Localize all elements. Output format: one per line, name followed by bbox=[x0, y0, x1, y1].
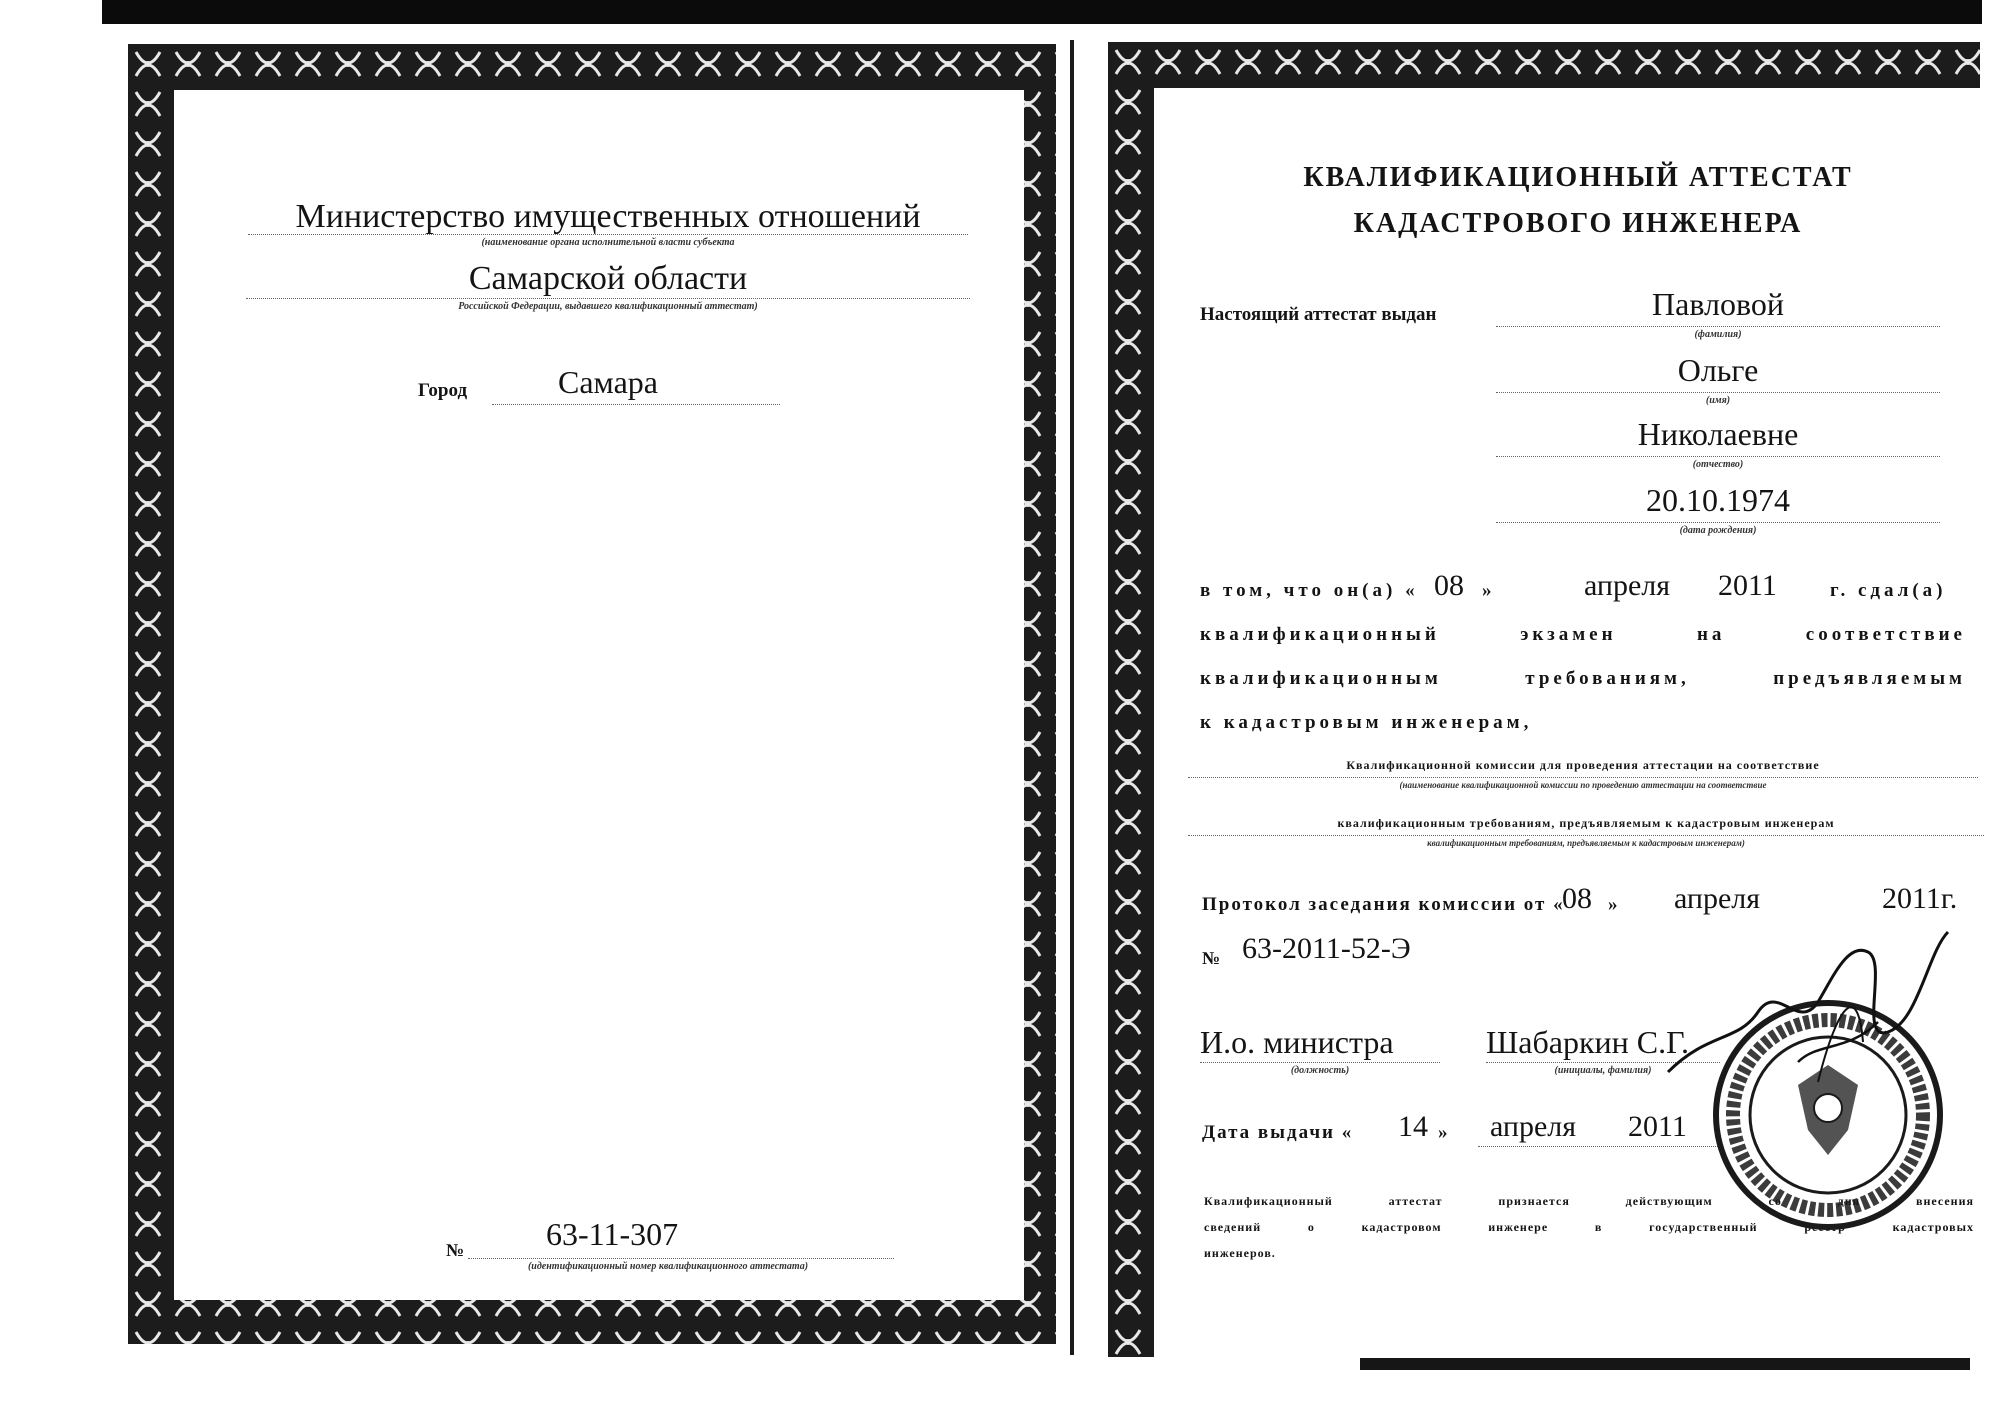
holder-surname: Павловой bbox=[1652, 286, 1784, 322]
position-underline bbox=[1200, 1062, 1440, 1063]
scan-top-edge bbox=[102, 0, 1982, 24]
protocol-year: 2011г. bbox=[1882, 882, 1958, 915]
exam-year: 2011 bbox=[1718, 569, 1777, 602]
city-value: Самара bbox=[558, 364, 658, 400]
right-page bbox=[1108, 42, 1980, 1357]
surname-caption: (фамилия) bbox=[1694, 329, 1742, 340]
signatory-name: Шабаркин С.Г. bbox=[1486, 1024, 1689, 1060]
certificate-number-caption: (идентификационный номер квалификационного аттестата) bbox=[527, 1261, 809, 1272]
exam-line-3: квалификационным требованиям, предъявляемым bbox=[1200, 668, 1966, 689]
scan-bottom-edge bbox=[1360, 1358, 1970, 1370]
patronymic-caption: (отчество) bbox=[1692, 459, 1744, 470]
birth-date-underline bbox=[1496, 522, 1940, 523]
protocol-day: 08 bbox=[1562, 882, 1592, 915]
commission-line-1: Квалификационной комиссии для проведения аттестации на соответствие bbox=[1346, 758, 1820, 772]
issued-to-label: Настоящий аттестат выдан bbox=[1200, 304, 1437, 325]
position-caption: (должность) bbox=[1290, 1065, 1350, 1076]
validity-line-2: сведений о кадастровом инженере в государственный реестр кадастровых bbox=[1204, 1220, 1974, 1234]
surname-underline bbox=[1496, 326, 1940, 327]
issue-date-prefix: Дата выдачи « bbox=[1202, 1122, 1354, 1143]
ministry-underline-2 bbox=[246, 298, 970, 299]
signatory-caption: (инициалы, фамилия) bbox=[1554, 1065, 1652, 1076]
exam-day: 08 bbox=[1434, 569, 1464, 602]
protocol-number: 63-2011-52-Э bbox=[1242, 932, 1411, 965]
name-caption: (имя) bbox=[1705, 395, 1731, 406]
certificate-title-line2: КАДАСТРОВОГО ИНЖЕНЕРА bbox=[1353, 208, 1803, 239]
validity-line-3: инженеров. bbox=[1204, 1246, 1276, 1260]
commission-caption-2: квалификационным требованиям, предъявляемым к кадастровым инженерам) bbox=[1427, 838, 1745, 848]
holder-patronymic: Николаевне bbox=[1637, 416, 1799, 452]
ministry-name-line1: Министерство имущественных отношений bbox=[295, 198, 921, 235]
left-page bbox=[128, 44, 1056, 1344]
commission-line-2: квалификационным требованиям, предъявляемым к кадастровым инженерам bbox=[1337, 816, 1835, 830]
federation-caption: Российской Федерации, выдавшего квалификационный аттестат) bbox=[458, 301, 758, 312]
city-underline bbox=[492, 404, 780, 405]
issue-day-close: » bbox=[1438, 1122, 1448, 1143]
name-underline bbox=[1496, 392, 1940, 393]
exam-suffix: г. сдал(а) bbox=[1830, 580, 1947, 601]
ministry-name-line2: Самарской области bbox=[468, 260, 748, 297]
exam-line-4: к кадастровым инженерам, bbox=[1200, 712, 1533, 733]
commission-underline-2 bbox=[1188, 835, 1984, 836]
certificate-title-line1: КВАЛИФИКАЦИОННЫЙ АТТЕСТАТ bbox=[1303, 162, 1853, 193]
protocol-prefix: Протокол заседания комиссии от « bbox=[1202, 894, 1565, 915]
issue-month: апреля bbox=[1490, 1110, 1577, 1143]
patronymic-underline bbox=[1496, 456, 1940, 457]
holder-birth-date: 20.10.1974 bbox=[1646, 482, 1790, 518]
exam-line-2: квалификационный экзамен на соответствие bbox=[1200, 624, 1966, 645]
authority-caption: (наименование органа исполнительной власти субъекта bbox=[481, 237, 735, 248]
city-label: Город bbox=[418, 380, 468, 401]
protocol-number-label: № bbox=[1202, 948, 1221, 968]
issue-year: 2011 bbox=[1628, 1110, 1687, 1143]
holder-name: Ольге bbox=[1677, 352, 1759, 388]
ministry-underline-1 bbox=[248, 234, 968, 235]
spine-line bbox=[1070, 40, 1074, 1355]
exam-month: апреля bbox=[1584, 569, 1671, 602]
protocol-day-close: » bbox=[1608, 894, 1618, 915]
exam-day-close: » bbox=[1482, 580, 1496, 601]
birth-date-caption: (дата рождения) bbox=[1679, 525, 1757, 536]
issue-day: 14 bbox=[1398, 1110, 1428, 1143]
exam-prefix: в том, что он(а) « bbox=[1200, 580, 1419, 601]
signatory-position: И.о. министра bbox=[1200, 1024, 1394, 1060]
signature-icon bbox=[1648, 922, 1968, 1122]
issue-date-underline bbox=[1478, 1146, 1718, 1147]
certificate-number-underline bbox=[468, 1258, 894, 1259]
commission-caption-1: (наименование квалификационной комиссии по проведению аттестации на соответствие bbox=[1399, 780, 1767, 790]
certificate-number-value: 63-11-307 bbox=[546, 1216, 679, 1252]
validity-line-1: Квалификационный аттестат признается действующим со дня внесения bbox=[1204, 1194, 1974, 1208]
protocol-month: апреля bbox=[1674, 882, 1761, 915]
commission-underline-1 bbox=[1188, 777, 1978, 778]
certificate-number-label: № bbox=[446, 1240, 465, 1260]
